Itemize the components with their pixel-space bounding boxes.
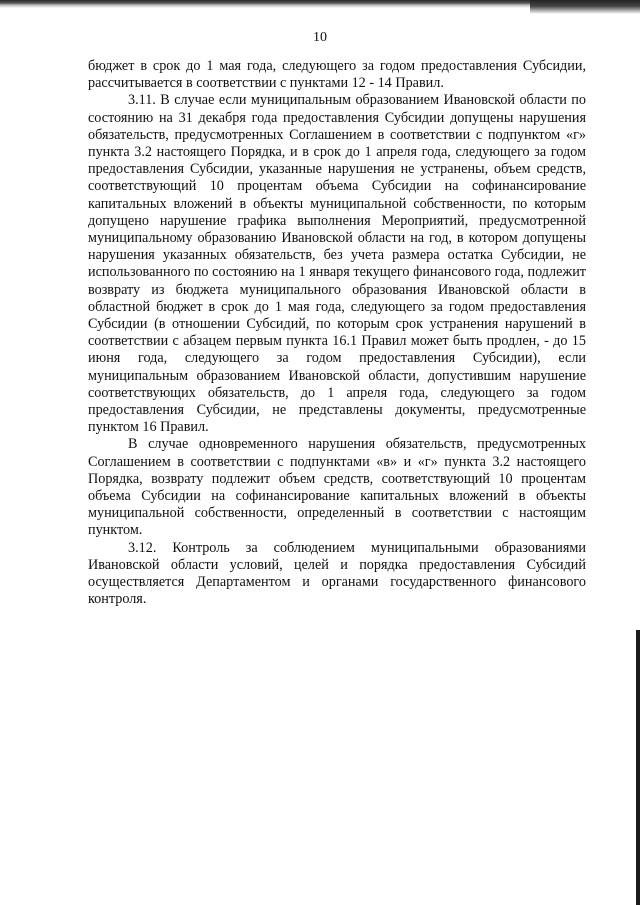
document-body <box>88 58 586 609</box>
paragraph-3-12: 3.12. Контроль за соблюдением муниципальными образованиями Ивановской области условий, целей и порядка предоставления Субсидий осуществляется Департаментом и органами государственного финансового контроля. <box>88 539 586 608</box>
paragraph-simultaneous-violation: В случае одновременного нарушения обязательств, предусмотренных Соглашением в соответствии с подпунктами «в» и «г» пункта 3.2 настоящего Порядка, возврату подлежит объем средств, соответствующий 10 процентам объема Субсидии на софинансирование капитальных вложений в объекты муниципальной собственности, определенный в соответствии с настоящим пунктом. <box>88 436 586 539</box>
page-number: 10 <box>313 30 327 45</box>
scan-shadow-right <box>636 630 640 905</box>
scan-shadow-top-right <box>530 0 640 14</box>
paragraph-continuation: бюджет в срок до 1 мая года, следующего за годом предоставления Субсидии, рассчитывается в соответствии с пунктами 12 - 14 Правил. <box>88 58 586 92</box>
paragraph-3-11: 3.11. В случае если муниципальным образованием Ивановской области по состоянию на 31 декабря года предоставления Субсидии допущены нарушения обязательств, предусмотренных Соглашением в соответствии с подпунктом «г» пункта 3.2 настоящего Порядка, и в срок до 1 апреля года, следующего за годом предоставления Субсидии, указанные нарушения не устранены, объем средств, соответствующий 10 процентам объема Субсидии на софинансирование капитальных вложений в объекты муниципальной собственности, по которым допущено нарушение графика выполнения Мероприятий, предусмотренной муниципальному образованию Ивановской области на год, в котором допущены нарушения указанных обязательств, без учета размера остатка Субсидии, не использованного по состоянию на 1 января текущего финансового года, подлежит возврату из бюджета муниципального образования Ивановской области в областной бюджет в срок до 1 мая года, следующего за годом предоставления Субсидии (в отношении Субсидий, по которым срок устранения нарушений в соответствии с абзацем первым пункта 16.1 Правил может быть продлен, - до 15 июня года, следующего за годом предоставления Субсидии), если муниципальным образованием Ивановской области, допустившим нарушение соответствующих обязательств, до 1 апреля года, следующего за годом предоставления Субсидии, не представлены документы, предусмотренные пунктом 16 Правил. <box>88 92 586 436</box>
